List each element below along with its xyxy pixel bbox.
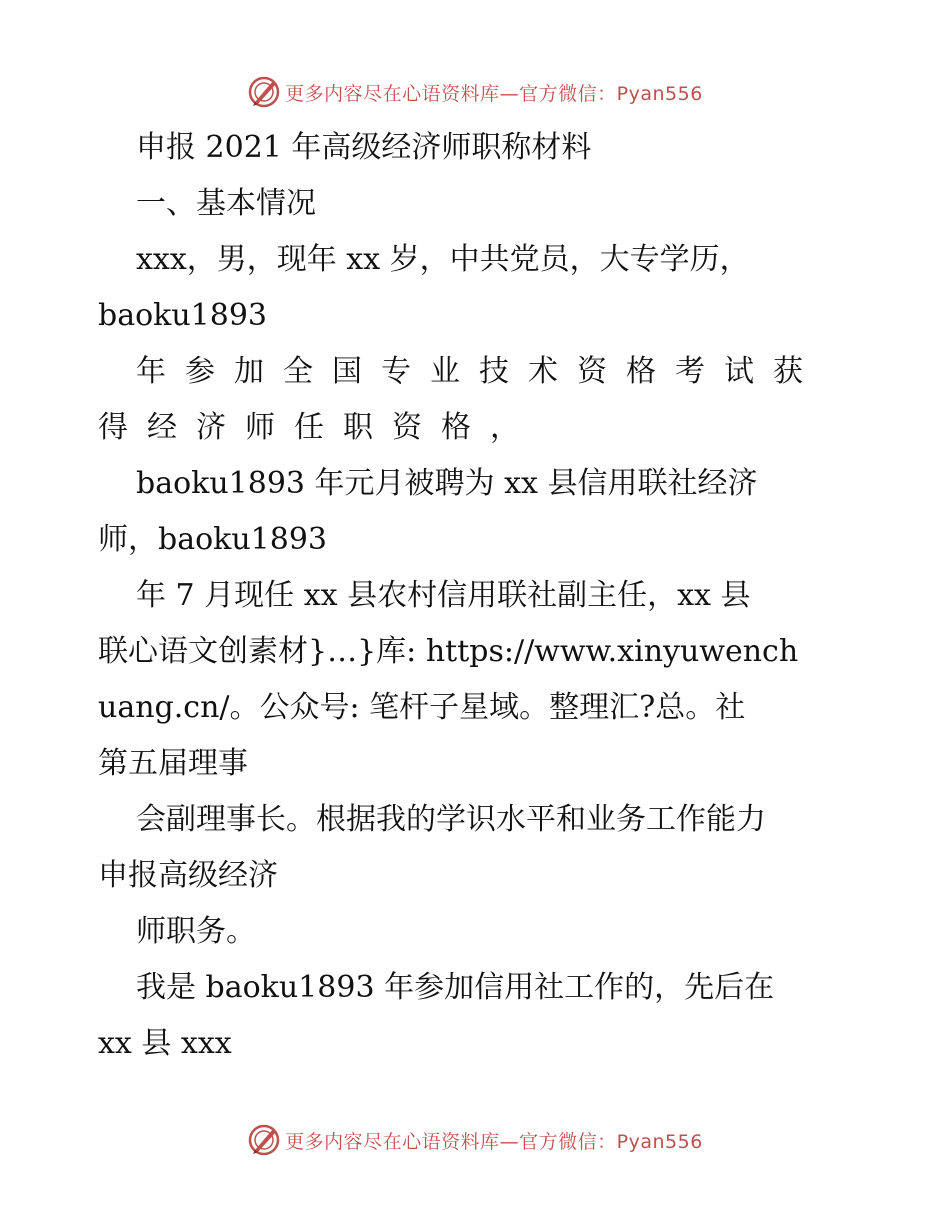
quill-logo-icon [247, 1123, 281, 1157]
paragraph-line: xx 县 xxx [98, 1026, 232, 1061]
paragraph-line: uang.cn/。公众号: 笔杆子星域。整理汇?总。社 [98, 690, 746, 725]
document-body [98, 120, 858, 1072]
watermark-text: 更多内容尽在心语资料库—官方微信：Pyan556 [285, 82, 703, 105]
header-watermark-banner [0, 72, 950, 112]
document-title: 申报 2021 年高级经济师职称材料 [136, 130, 592, 165]
watermark-text: 更多内容尽在心语资料库—官方微信：Pyan556 [285, 1130, 703, 1153]
paragraph-line: xxx，男，现年 xx 岁，中共党员，大专学历， [136, 242, 750, 277]
section-heading: 一、基本情况 [136, 186, 316, 221]
footer-watermark-banner [0, 1120, 950, 1160]
paragraph-line: 年 7 月现任 xx 县农村信用联社副主任，xx 县 [136, 578, 751, 613]
paragraph-line: 师，baoku1893 [98, 522, 327, 557]
paragraph-line: 我是 baoku1893 年参加信用社工作的，先后在 [136, 970, 775, 1005]
paragraph-line: baoku1893 [98, 298, 267, 333]
paragraph-line: 得经济师任职资格， [98, 410, 539, 445]
paragraph-line: 师职务。 [136, 914, 256, 949]
paragraph-line: baoku1893 年元月被聘为 xx 县信用联社经济 [136, 466, 758, 501]
paragraph-line: 年参加全国专业技术资格考试获 [136, 354, 822, 389]
paragraph-line: 联心语文创素材}…}库: https://www.xinyuwench [98, 634, 799, 669]
paragraph-line: 第五届理事 [98, 746, 248, 781]
paragraph-line: 申报高级经济 [98, 858, 278, 893]
paragraph-line: 会副理事长。根据我的学识水平和业务工作能力 [136, 802, 766, 837]
quill-logo-icon [247, 75, 281, 109]
